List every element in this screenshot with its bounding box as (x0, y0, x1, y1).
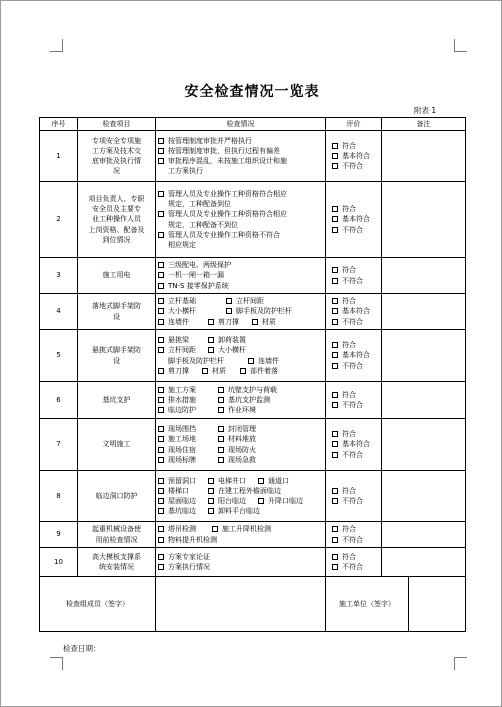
remarks-cell[interactable] (382, 294, 466, 330)
check-label: 部件着落 (250, 366, 278, 375)
checkbox[interactable] (332, 526, 338, 532)
table-row (40, 182, 466, 258)
checkbox[interactable] (158, 298, 164, 304)
table-row (40, 294, 466, 330)
check-label: 连墙件 (168, 317, 189, 326)
checkbox[interactable] (218, 457, 224, 463)
checkbox[interactable] (158, 368, 164, 374)
row-number: 2 (40, 182, 78, 258)
table-row (40, 522, 466, 548)
checkbox[interactable] (218, 436, 224, 442)
check-label: 现场急救 (228, 455, 256, 464)
check-label: 方案专家论证 (168, 552, 210, 561)
checkbox[interactable] (332, 441, 338, 447)
check-label: 大小横杆 (218, 346, 246, 355)
item-cell (78, 330, 156, 382)
checkbox[interactable] (258, 498, 264, 504)
header-checks: 检查情况 (156, 118, 326, 131)
check-label: 管理人员及专业操作工种资格不符合 (168, 230, 280, 239)
eval-label: 基本符合 (342, 351, 370, 360)
evaluation-cell (326, 182, 382, 258)
item-line: 用前检查情况 (95, 535, 138, 544)
item-line: 文明施工 (102, 440, 131, 449)
check-label: 卸料平台临边 (218, 507, 260, 516)
checks-cell (156, 548, 326, 577)
eval-label: 符合 (342, 297, 356, 306)
check-label: 脚手板及防护栏杆 (168, 356, 224, 365)
checkbox[interactable] (158, 397, 164, 403)
checkbox[interactable] (208, 319, 214, 325)
item-line: 施工用电 (102, 271, 131, 280)
check-label: 材质 (262, 317, 276, 326)
checks-cell (156, 522, 326, 548)
checkbox[interactable] (332, 431, 338, 437)
eval-label: 不符合 (342, 317, 363, 326)
checkbox[interactable] (332, 564, 338, 570)
check-label: 基坑临边 (168, 507, 196, 516)
remarks-cell[interactable] (382, 419, 466, 471)
row-number: 4 (40, 294, 78, 330)
checkbox[interactable] (332, 143, 338, 149)
item-line: 起重机械设备使 (92, 525, 141, 534)
item-line: 安全员及主要专 (92, 205, 141, 214)
evaluation-cell (326, 471, 382, 522)
checkbox[interactable] (158, 537, 164, 543)
checkbox[interactable] (332, 163, 338, 169)
row-number: 9 (40, 522, 78, 548)
eval-label: 不符合 (342, 225, 363, 234)
item-cell (78, 182, 156, 258)
check-label: 现场围挡 (168, 425, 196, 434)
checkbox[interactable] (158, 283, 164, 289)
check-label: 材质 (212, 366, 226, 375)
checkbox[interactable] (158, 387, 164, 393)
check-label: 塔吊检测 (168, 525, 196, 534)
checks-cell (156, 382, 326, 419)
check-label: 悬挑梁 (168, 336, 189, 345)
check-label: 电梯井口 (218, 476, 246, 485)
eval-label: 不符合 (342, 276, 363, 285)
item-cell (78, 131, 156, 182)
check-label: 大小横杆 (168, 307, 196, 316)
remarks-cell[interactable] (382, 330, 466, 382)
table-row (40, 419, 466, 471)
evaluation-cell (326, 258, 382, 294)
checkbox[interactable] (158, 457, 164, 463)
evaluation-cell (326, 294, 382, 330)
checkbox[interactable] (158, 498, 164, 504)
item-line: 落地式脚手架防 (92, 302, 141, 311)
remarks-cell[interactable] (382, 182, 466, 258)
checkbox[interactable] (332, 153, 338, 159)
check-label: 施工场地 (168, 435, 196, 444)
eval-label: 不符合 (342, 497, 363, 505)
checkbox[interactable] (158, 337, 164, 343)
checkbox[interactable] (332, 392, 338, 398)
checkbox[interactable] (158, 319, 164, 325)
item-cell (78, 548, 156, 577)
checkbox[interactable] (218, 426, 224, 432)
checkbox[interactable] (332, 227, 338, 233)
construction-signature-field[interactable] (409, 577, 465, 631)
checkbox[interactable] (332, 308, 338, 314)
checks-cell (156, 131, 326, 182)
item-cell (78, 419, 156, 471)
check-label: TN-S 接零保护系统 (168, 281, 229, 290)
table-row (40, 382, 466, 419)
item-line: 高大模板支撑系 (92, 552, 141, 561)
eval-label: 不符合 (342, 401, 363, 409)
check-label: 物料提升机检测 (168, 535, 217, 544)
eval-label: 符合 (342, 266, 356, 275)
item-line: 上岗资格、配备及 (88, 225, 145, 234)
table-row (40, 471, 466, 522)
check-label: 三级配电、两级保护 (168, 261, 231, 270)
checkbox[interactable] (158, 272, 164, 278)
item-cell (78, 258, 156, 294)
row-number: 7 (40, 419, 78, 471)
checkbox[interactable] (158, 526, 164, 532)
item-line: 项目负责人、专职 (88, 195, 145, 204)
eval-label: 符合 (342, 390, 356, 399)
inspection-date-label: 检查日期： (63, 644, 101, 653)
check-label: 坑壁支护与荷载 (228, 385, 277, 394)
construction-signature-label: 施工单位（签字） (326, 577, 409, 631)
checkbox[interactable] (158, 262, 164, 268)
check-label: 按管理制度审批并严格执行 (168, 136, 252, 145)
item-cell (78, 522, 156, 548)
checks-cell (156, 330, 326, 382)
item-line: 统安装情况 (99, 563, 134, 571)
row-number: 3 (40, 258, 78, 294)
check-label: 升降口临边 (268, 497, 303, 505)
check-label: 屋面临边 (168, 497, 196, 505)
remarks-cell[interactable] (382, 382, 466, 419)
check-label: 施工升降机检测 (222, 525, 271, 534)
item-line: 况 (113, 167, 120, 176)
crop-mark-bottom-right (454, 657, 467, 670)
item-line: 专项安全专项施 (92, 136, 141, 145)
evaluation-cell (326, 522, 382, 548)
table-header-row (40, 118, 466, 131)
checkbox[interactable] (332, 363, 338, 369)
eval-label: 符合 (342, 525, 356, 534)
item-cell (78, 294, 156, 330)
checkbox[interactable] (208, 498, 214, 504)
check-label: 剪刀撑 (168, 366, 189, 375)
checkbox[interactable] (158, 211, 164, 217)
item-line: 工方案及技术交 (92, 146, 141, 155)
evaluation-cell (326, 131, 382, 182)
check-label: 排水措施 (168, 395, 196, 404)
item-cell (78, 471, 156, 522)
eval-label: 符合 (342, 430, 356, 439)
checkbox[interactable] (208, 478, 214, 484)
checkbox[interactable] (208, 508, 214, 514)
checkbox[interactable] (158, 347, 164, 353)
checkbox[interactable] (158, 508, 164, 514)
remarks-cell[interactable] (382, 548, 466, 577)
eval-label: 基本符合 (342, 440, 370, 449)
inspection-table (39, 117, 466, 632)
checkbox[interactable] (332, 452, 338, 458)
header-eval: 评价 (326, 118, 382, 131)
check-label: 楼梯口 (168, 486, 189, 495)
remarks-cell[interactable] (382, 471, 466, 522)
table-row (40, 548, 466, 577)
check-label: 封闭管理 (228, 425, 256, 434)
eval-label: 基本符合 (342, 151, 370, 160)
checkbox[interactable] (226, 298, 232, 304)
checkbox[interactable] (208, 337, 214, 343)
evaluation-cell (326, 419, 382, 471)
attachment-label: 附表 1 (414, 106, 437, 115)
table-row (40, 330, 466, 382)
checkbox[interactable] (248, 358, 254, 364)
check-label: 卸荷装置 (218, 336, 246, 345)
check-label: 相应规定 (168, 240, 196, 249)
check-label: 管理人员及专业操作工种资格符合相应 (168, 190, 287, 199)
checkbox[interactable] (240, 368, 246, 374)
eval-label: 符合 (342, 486, 356, 495)
header-remarks: 备注 (382, 118, 466, 131)
inspector-signature-label: 检查组成员（签字） (40, 577, 156, 632)
evaluation-cell (326, 548, 382, 577)
item-line: 悬挑式脚手架防 (92, 346, 141, 355)
checks-cell (156, 258, 326, 294)
inspector-signature-field[interactable] (156, 577, 326, 632)
check-label: 一机一闸一箱一漏 (168, 271, 224, 280)
eval-label: 基本符合 (342, 215, 370, 224)
check-label: 现场防火 (228, 445, 256, 454)
check-label: 立杆基础 (168, 297, 196, 306)
checkbox[interactable] (218, 397, 224, 403)
checkbox[interactable] (252, 319, 258, 325)
check-label: 剪刀撑 (218, 317, 239, 326)
eval-label: 不符合 (342, 563, 363, 571)
checkbox[interactable] (332, 402, 338, 408)
check-label: 在建工程外檐面临边 (218, 486, 281, 495)
checkbox[interactable] (332, 278, 338, 284)
checks-cell (156, 294, 326, 330)
checkbox[interactable] (332, 498, 338, 504)
row-number: 10 (40, 548, 78, 577)
row-number: 5 (40, 330, 78, 382)
item-line: 底审批及执行情 (92, 157, 141, 165)
checkbox[interactable] (208, 488, 214, 494)
checkbox[interactable] (202, 368, 208, 374)
eval-label: 符合 (342, 552, 356, 561)
check-label: 阳台临边 (218, 497, 246, 505)
checks-cell (156, 182, 326, 258)
checkbox[interactable] (258, 478, 264, 484)
check-label: 审批程序混乱，未按施工组织设计和施 (168, 157, 287, 165)
check-label: 管理人员及专业操作工种资格符合相应 (168, 210, 287, 219)
checkbox[interactable] (332, 537, 338, 543)
checkbox[interactable] (332, 342, 338, 348)
header-item: 检查项目 (78, 118, 156, 131)
item-line: 设 (113, 356, 120, 365)
checkbox[interactable] (212, 526, 218, 532)
item-line: 到位情况 (102, 235, 131, 244)
checkbox[interactable] (158, 158, 164, 164)
checkbox[interactable] (158, 564, 164, 570)
check-label: 作业环境 (228, 406, 256, 415)
checkbox[interactable] (218, 387, 224, 393)
check-label: 材料堆放 (228, 435, 256, 444)
header-no: 序号 (40, 118, 78, 131)
checks-cell (156, 471, 326, 522)
eval-label: 不符合 (342, 535, 363, 544)
eval-label: 不符合 (342, 162, 363, 171)
checkbox[interactable] (332, 319, 338, 325)
check-label: 临边防护 (168, 406, 196, 415)
check-label: 现场标牌 (168, 455, 196, 464)
eval-label: 基本符合 (342, 307, 370, 316)
crop-mark-top-right (454, 39, 467, 52)
checkbox[interactable] (332, 298, 338, 304)
check-label: 立杆间距 (168, 346, 196, 355)
page-title: 安全检查情况一览表 (184, 84, 320, 100)
checkbox[interactable] (158, 232, 164, 238)
checkbox[interactable] (332, 352, 338, 358)
item-line: 基坑支护 (102, 395, 131, 404)
row-number: 6 (40, 382, 78, 419)
check-label: 现场住宿 (168, 445, 196, 454)
checkbox[interactable] (208, 347, 214, 353)
checkbox[interactable] (158, 488, 164, 494)
checkbox[interactable] (332, 267, 338, 273)
check-label: 基坑支护监测 (228, 395, 270, 404)
check-label: 规定，工种配备不到位 (168, 220, 238, 229)
crop-mark-bottom-left (50, 657, 63, 670)
check-label: 工方案执行 (168, 167, 203, 176)
row-number: 8 (40, 471, 78, 522)
signature-row (40, 577, 466, 632)
table-row (40, 131, 466, 182)
checkbox[interactable] (218, 447, 224, 453)
checkbox[interactable] (158, 554, 164, 560)
evaluation-cell (326, 330, 382, 382)
remarks-cell[interactable] (382, 131, 466, 182)
item-cell (78, 382, 156, 419)
remarks-cell[interactable] (382, 258, 466, 294)
checkbox[interactable] (158, 407, 164, 413)
checkbox[interactable] (158, 436, 164, 442)
construction-signature-cell (326, 577, 466, 632)
checks-cell (156, 419, 326, 471)
crop-mark-top-left (50, 39, 63, 52)
checkbox[interactable] (158, 191, 164, 197)
check-label: 按管理制度审批，但执行过程有偏差 (168, 146, 280, 155)
checkbox[interactable] (158, 447, 164, 453)
eval-label: 不符合 (342, 361, 363, 370)
eval-label: 符合 (342, 205, 356, 214)
evaluation-cell (326, 382, 382, 419)
checkbox[interactable] (332, 554, 338, 560)
check-label: 连墙件 (258, 356, 279, 365)
item-line: 临边洞口防护 (95, 491, 138, 500)
check-label: 立杆间距 (236, 297, 264, 306)
check-label: 预留洞口 (168, 476, 196, 485)
item-line: 设 (113, 312, 120, 321)
eval-label: 不符合 (342, 450, 363, 459)
check-label: 施工方案 (168, 385, 196, 394)
eval-label: 符合 (342, 341, 356, 350)
checkbox[interactable] (158, 478, 164, 484)
remarks-cell[interactable] (382, 522, 466, 548)
checkbox[interactable] (158, 426, 164, 432)
check-label: 方案执行情况 (168, 563, 210, 571)
checkbox[interactable] (332, 488, 338, 494)
check-label: 脚手板及防护栏杆 (236, 307, 292, 316)
checkbox[interactable] (332, 216, 338, 222)
checkbox[interactable] (226, 308, 232, 314)
item-line: 业工种操作人员 (92, 215, 141, 224)
checkbox[interactable] (158, 308, 164, 314)
checkbox[interactable] (218, 407, 224, 413)
eval-label: 符合 (342, 141, 356, 150)
check-label: 规定，工种配备到位 (168, 200, 231, 209)
table-row (40, 258, 466, 294)
checkbox[interactable] (158, 148, 164, 154)
check-label: 通道口 (268, 476, 289, 485)
checkbox[interactable] (158, 138, 164, 144)
row-number: 1 (40, 131, 78, 182)
checkbox[interactable] (332, 206, 338, 212)
